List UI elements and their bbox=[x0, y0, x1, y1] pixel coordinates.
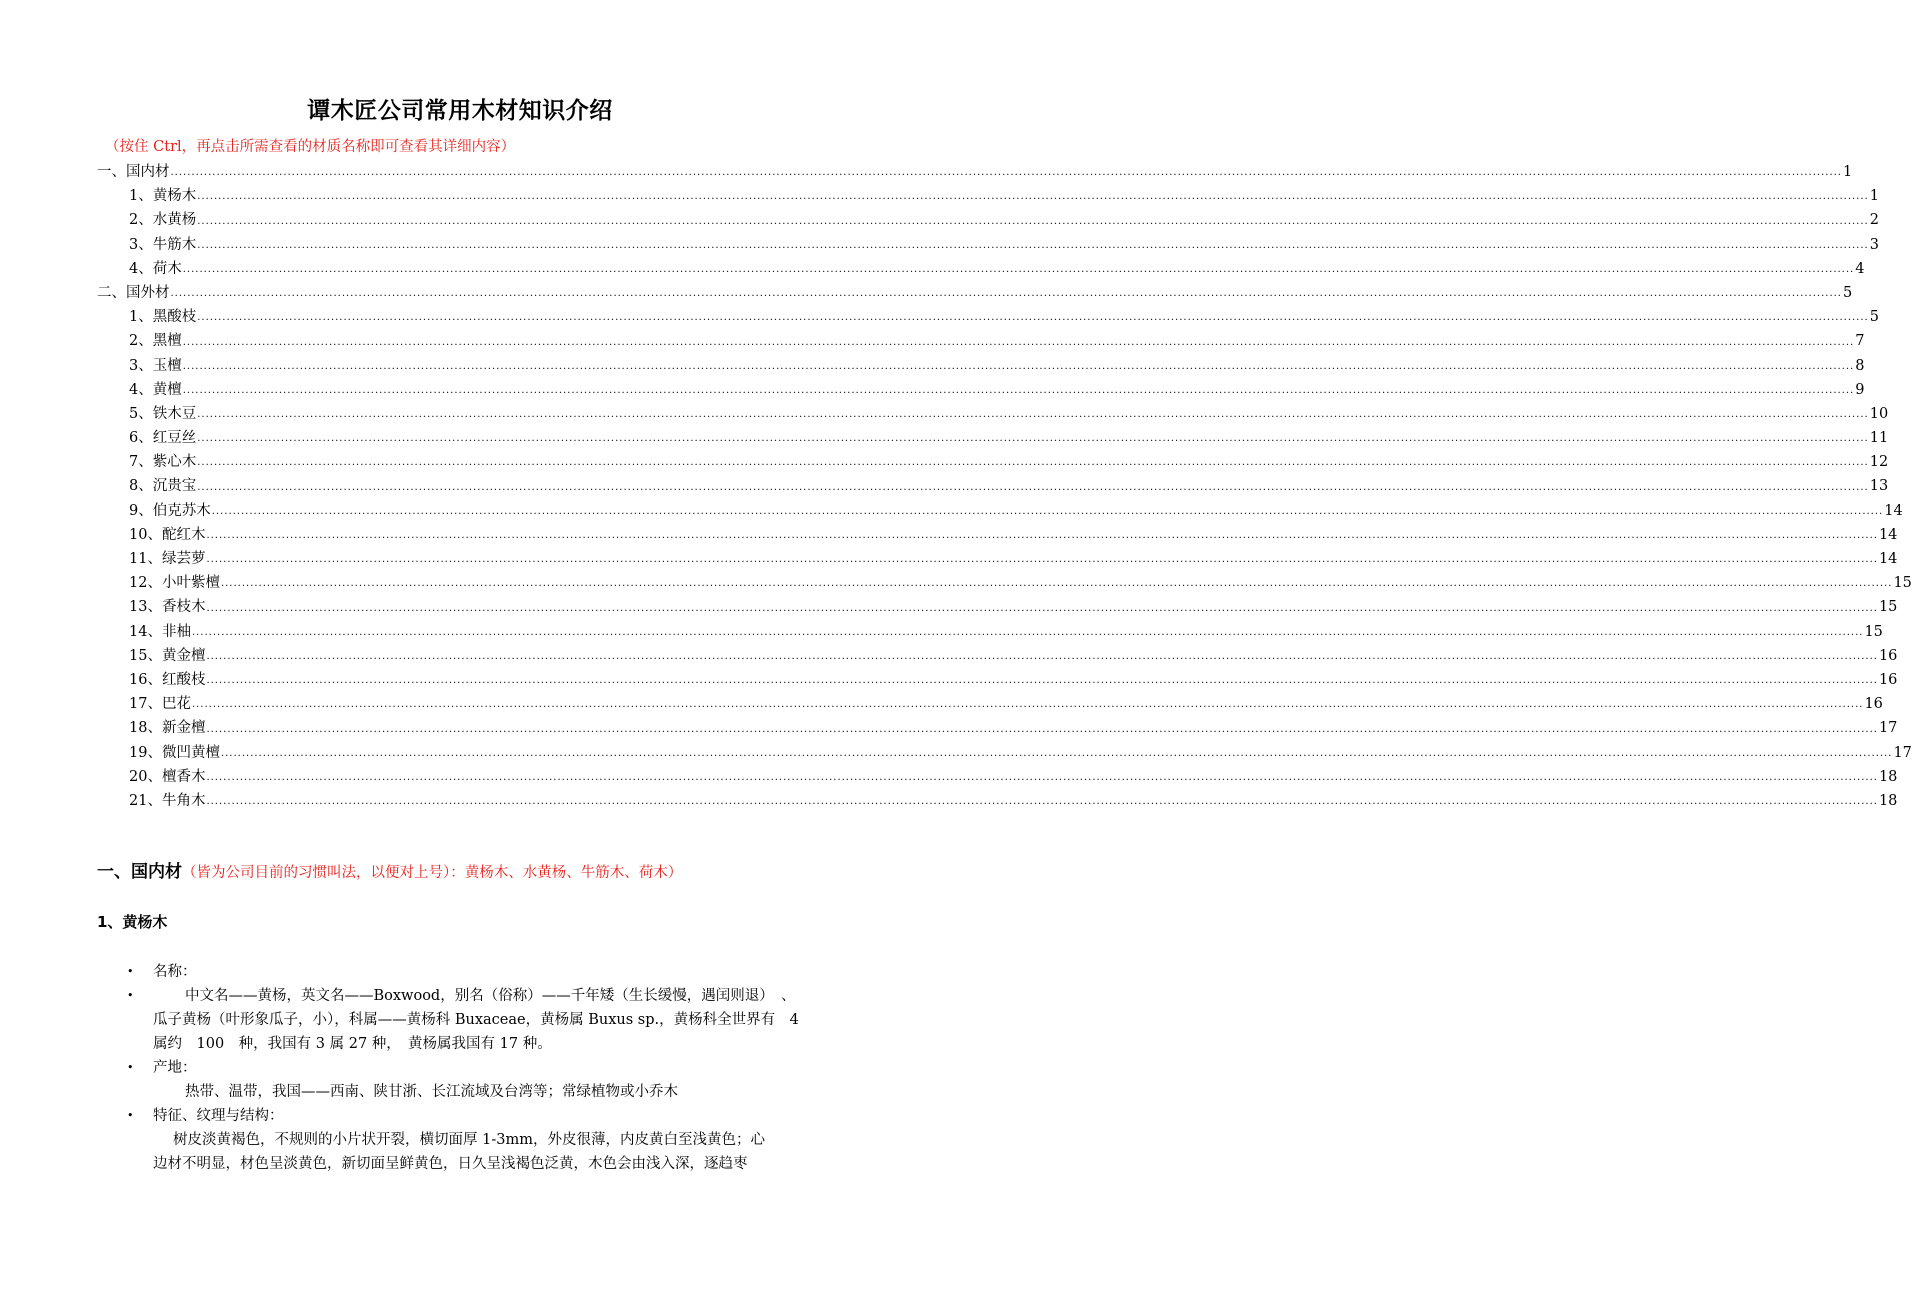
toc-entry-page: 8 bbox=[1855, 357, 1865, 374]
toc-entry-page: 18 bbox=[1878, 768, 1898, 785]
feature-line: 边材不明显，材色呈淡黄色，新切面呈鲜黄色，日久呈浅褐色泛黄，木色会由浅入深，逐趋枣 bbox=[153, 1156, 748, 1172]
toc-entry-label[interactable]: 2、水黄杨 bbox=[129, 212, 197, 229]
toc-entry-page: 12 bbox=[1869, 454, 1889, 471]
table-of-contents bbox=[97, 160, 1912, 813]
toc-leader-dots: ................................................................................................................................................................................................................................................................................................................................................................................................................ bbox=[182, 336, 1855, 348]
toc-entry-page: 3 bbox=[1869, 236, 1879, 253]
toc-entry[interactable] bbox=[97, 233, 1879, 257]
toc-leader-dots: ................................................................................................................................................................................................................................................................................................................................................................................................................ bbox=[206, 675, 1878, 687]
toc-entry-page: 5 bbox=[1842, 284, 1853, 301]
toc-entry-label[interactable]: 14、非柚 bbox=[129, 623, 191, 640]
toc-entry-page: 9 bbox=[1855, 381, 1865, 398]
toc-entry-page: 1 bbox=[1842, 164, 1853, 180]
toc-entry[interactable] bbox=[97, 741, 1912, 765]
toc-leader-dots: ................................................................................................................................................................................................................................................................................................................................................................................................................ bbox=[197, 239, 1869, 251]
toc-entry-page: 7 bbox=[1855, 333, 1865, 350]
instruction-hint: （按住 Ctrl，再点击所需查看的材质名称即可查看其详细内容） bbox=[105, 139, 516, 155]
toc-entry-page: 11 bbox=[1869, 430, 1889, 447]
subsection-heading-boxwood: 1、黄杨木 bbox=[97, 913, 168, 931]
toc-entry-label[interactable]: 二、国外材 bbox=[97, 284, 170, 301]
toc-entry-page: 15 bbox=[1893, 575, 1912, 592]
toc-entry-label[interactable]: 13、香枝木 bbox=[129, 599, 206, 616]
toc-entry[interactable] bbox=[97, 450, 1889, 474]
toc-entry[interactable] bbox=[97, 499, 1903, 523]
toc-entry[interactable] bbox=[97, 547, 1898, 571]
name-line: 属约 100 种，我国有 3 属 27 种， 黄杨属我国有 17 种。 bbox=[153, 1036, 552, 1052]
toc-leader-dots: ................................................................................................................................................................................................................................................................................................................................................................................................................ bbox=[206, 602, 1878, 614]
bullet-icon: • bbox=[127, 989, 134, 1002]
toc-entry-page: 2 bbox=[1869, 212, 1879, 229]
toc-leader-dots: ................................................................................................................................................................................................................................................................................................................................................................................................................ bbox=[206, 530, 1878, 541]
toc-entry-page: 10 bbox=[1869, 405, 1889, 422]
toc-entry-label[interactable]: 一、国内材 bbox=[97, 164, 170, 180]
toc-entry-label[interactable]: 21、牛角木 bbox=[129, 792, 206, 809]
toc-entry-label[interactable]: 3、牛筋木 bbox=[129, 236, 197, 253]
toc-entry[interactable] bbox=[97, 354, 1865, 378]
list-item-feature bbox=[97, 1104, 842, 1128]
toc-entry[interactable] bbox=[97, 402, 1889, 426]
toc-entry-page: 17 bbox=[1878, 720, 1898, 737]
origin-text: 热带、温带，我国——西南、陕甘浙、长江流域及台湾等；常绿植物或小乔木 bbox=[185, 1084, 678, 1100]
toc-entry-page: 15 bbox=[1878, 599, 1898, 616]
toc-leader-dots: ................................................................................................................................................................................................................................................................................................................................................................................................................ bbox=[170, 167, 1842, 179]
toc-entry-page: 15 bbox=[1864, 623, 1883, 640]
toc-entry[interactable] bbox=[97, 160, 1853, 184]
toc-leader-dots: ................................................................................................................................................................................................................................................................................................................................................................................................................ bbox=[191, 626, 1864, 638]
bullet-icon: • bbox=[127, 1061, 134, 1074]
toc-entry-page: 4 bbox=[1855, 260, 1865, 277]
toc-entry-label[interactable]: 20、檀香木 bbox=[129, 768, 206, 785]
toc-entry-label[interactable]: 4、黄檀 bbox=[129, 381, 182, 398]
toc-entry[interactable] bbox=[97, 595, 1898, 619]
toc-leader-dots: ................................................................................................................................................................................................................................................................................................................................................................................................................ bbox=[211, 505, 1884, 517]
toc-leader-dots: ................................................................................................................................................................................................................................................................................................................................................................................................................ bbox=[206, 650, 1878, 662]
toc-entry[interactable] bbox=[97, 692, 1883, 716]
toc-entry[interactable] bbox=[97, 305, 1879, 329]
list-item-name-detail bbox=[97, 984, 842, 1056]
toc-leader-dots: ................................................................................................................................................................................................................................................................................................................................................................................................................ bbox=[206, 723, 1878, 735]
toc-leader-dots: ................................................................................................................................................................................................................................................................................................................................................................................................................ bbox=[197, 481, 1869, 493]
toc-entry-label[interactable]: 3、玉檀 bbox=[129, 357, 182, 374]
name-line: 瓜子黄杨（叶形象瓜子，小），科属——黄杨科 Buxaceae，黄杨属 Buxus sp.，黄杨科全世界有 4 bbox=[153, 1012, 799, 1028]
toc-leader-dots: ................................................................................................................................................................................................................................................................................................................................................................................................................ bbox=[220, 578, 1893, 590]
bullet-icon: • bbox=[127, 965, 134, 978]
toc-entry-label[interactable]: 12、小叶紫檀 bbox=[129, 575, 220, 592]
content-body bbox=[97, 960, 842, 1176]
toc-entry[interactable] bbox=[97, 765, 1898, 789]
section-heading-domestic bbox=[97, 857, 682, 882]
toc-entry-label[interactable]: 4、荷木 bbox=[129, 260, 182, 277]
toc-entry-label[interactable]: 18、新金檀 bbox=[129, 720, 206, 737]
toc-entry[interactable] bbox=[97, 571, 1912, 595]
toc-entry-label[interactable]: 8、沉贵宝 bbox=[129, 478, 197, 495]
origin-label: 产地： bbox=[153, 1060, 197, 1076]
toc-entry[interactable] bbox=[97, 620, 1883, 644]
toc-entry[interactable] bbox=[97, 378, 1865, 402]
toc-entry[interactable] bbox=[97, 668, 1898, 692]
toc-entry[interactable] bbox=[97, 523, 1898, 547]
toc-entry[interactable] bbox=[97, 716, 1898, 740]
toc-leader-dots: ................................................................................................................................................................................................................................................................................................................................................................................................................ bbox=[197, 409, 1869, 421]
toc-entry-label[interactable]: 11、绿芸萝 bbox=[129, 551, 206, 567]
toc-entry-page: 16 bbox=[1864, 696, 1883, 713]
toc-entry-label[interactable]: 7、紫心木 bbox=[129, 454, 197, 471]
toc-entry[interactable] bbox=[97, 426, 1889, 450]
toc-leader-dots: ................................................................................................................................................................................................................................................................................................................................................................................................................ bbox=[206, 771, 1878, 783]
list-item-origin bbox=[97, 1056, 842, 1080]
toc-entry-page: 16 bbox=[1878, 647, 1898, 664]
name-label: 名称： bbox=[153, 964, 197, 980]
toc-entry-label[interactable]: 2、黑檀 bbox=[129, 333, 182, 350]
toc-entry-label[interactable]: 16、红酸枝 bbox=[129, 671, 206, 688]
toc-entry-label[interactable]: 1、黑酸枝 bbox=[129, 309, 197, 326]
page-title: 谭木匠公司常用木材知识介绍 bbox=[307, 98, 613, 124]
toc-entry-page: 14 bbox=[1878, 551, 1898, 567]
toc-entry-label[interactable]: 6、红豆丝 bbox=[129, 430, 197, 447]
toc-entry[interactable] bbox=[97, 184, 1879, 208]
toc-entry-page: 5 bbox=[1869, 309, 1879, 326]
toc-entry-label[interactable]: 17、巴花 bbox=[129, 696, 191, 713]
toc-entry-page: 13 bbox=[1869, 478, 1889, 495]
toc-leader-dots: ................................................................................................................................................................................................................................................................................................................................................................................................................ bbox=[197, 191, 1869, 203]
feature-text bbox=[97, 1128, 842, 1176]
toc-leader-dots: ................................................................................................................................................................................................................................................................................................................................................................................................................ bbox=[206, 554, 1878, 566]
toc-leader-dots: ................................................................................................................................................................................................................................................................................................................................................................................................................ bbox=[170, 288, 1842, 300]
bullet-icon: • bbox=[127, 1109, 134, 1122]
toc-entry-label[interactable]: 9、伯克苏木 bbox=[129, 502, 211, 519]
toc-entry-page: 14 bbox=[1884, 502, 1903, 519]
toc-leader-dots: ................................................................................................................................................................................................................................................................................................................................................................................................................ bbox=[182, 360, 1855, 372]
name-line: 中文名——黄杨，英文名——Boxwood，别名（俗称）——千年矮（生长缓慢，遇闰则退） 、 bbox=[185, 988, 796, 1004]
toc-entry-label[interactable]: 15、黄金檀 bbox=[129, 647, 206, 664]
toc-entry[interactable] bbox=[97, 281, 1853, 305]
toc-entry[interactable] bbox=[97, 329, 1865, 353]
toc-entry-page: 18 bbox=[1878, 792, 1898, 809]
toc-leader-dots: ................................................................................................................................................................................................................................................................................................................................................................................................................ bbox=[206, 796, 1878, 808]
toc-leader-dots: ................................................................................................................................................................................................................................................................................................................................................................................................................ bbox=[197, 457, 1869, 469]
toc-entry[interactable] bbox=[97, 257, 1865, 281]
toc-entry-page: 17 bbox=[1893, 744, 1912, 761]
toc-leader-dots: ................................................................................................................................................................................................................................................................................................................................................................................................................ bbox=[191, 699, 1864, 711]
toc-leader-dots: ................................................................................................................................................................................................................................................................................................................................................................................................................ bbox=[182, 384, 1855, 396]
toc-leader-dots: ................................................................................................................................................................................................................................................................................................................................................................................................................ bbox=[220, 747, 1893, 759]
toc-entry-page: 14 bbox=[1878, 526, 1898, 543]
toc-entry-label[interactable]: 19、微凹黄檀 bbox=[129, 744, 220, 761]
toc-leader-dots: ................................................................................................................................................................................................................................................................................................................................................................................................................ bbox=[182, 263, 1855, 275]
toc-entry-label[interactable]: 5、铁木豆 bbox=[129, 405, 197, 422]
toc-leader-dots: ................................................................................................................................................................................................................................................................................................................................................................................................................ bbox=[197, 312, 1869, 324]
section-heading-note: （皆为公司目前的习惯叫法，以便对上号）：黄杨木、水黄杨、牛筋木、荷木） bbox=[182, 865, 683, 881]
section-heading-text: 一、国内材 bbox=[97, 862, 182, 882]
toc-entry[interactable] bbox=[97, 789, 1898, 813]
list-item-name bbox=[97, 960, 842, 984]
toc-entry-page: 1 bbox=[1869, 188, 1879, 205]
toc-leader-dots: ................................................................................................................................................................................................................................................................................................................................................................................................................ bbox=[197, 215, 1869, 227]
toc-entry[interactable] bbox=[97, 644, 1898, 668]
toc-leader-dots: ................................................................................................................................................................................................................................................................................................................................................................................................................ bbox=[197, 433, 1869, 445]
feature-label: 特征、纹理与结构： bbox=[153, 1108, 284, 1124]
toc-entry[interactable] bbox=[97, 208, 1879, 232]
feature-line: 树皮淡黄褐色，不规则的小片状开裂，横切面厚 1-3mm，外皮很薄，内皮黄白至浅黄色；心 bbox=[173, 1132, 765, 1148]
toc-entry[interactable] bbox=[97, 474, 1889, 498]
toc-entry-label[interactable]: 1、黄杨木 bbox=[129, 188, 197, 205]
toc-entry-label[interactable]: 10、酡红木 bbox=[129, 526, 206, 543]
toc-entry-page: 16 bbox=[1878, 671, 1898, 688]
